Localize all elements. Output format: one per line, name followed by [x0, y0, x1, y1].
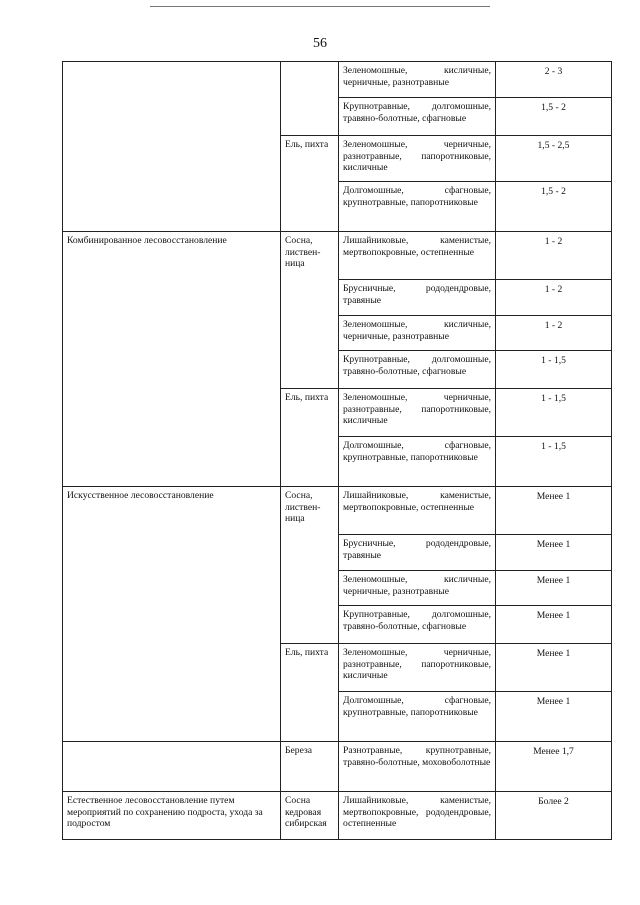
page-number: 56	[313, 36, 327, 51]
forest-restoration-table	[62, 61, 612, 840]
value-cell: 1 - 2	[496, 232, 612, 280]
table-row	[63, 487, 612, 535]
forest-type-cell: Крупнотравные, долгомошные, травяно-болотные, сфагновые	[339, 351, 496, 389]
value-cell: Менее 1,7	[496, 742, 612, 792]
forest-type-cell: Крупнотравные, долгомошные, травяно-болотные, сфагновые	[339, 98, 496, 136]
species-cell: Сосна, листвен-ница	[281, 487, 339, 644]
forest-type-cell: Зеленомошные, кисличные, черничные, разнотравные	[339, 316, 496, 351]
value-cell: 1 - 1,5	[496, 351, 612, 389]
forest-type-cell: Крупнотравные, долгомошные, травяно-болотные, сфагновые	[339, 606, 496, 644]
species-cell	[281, 62, 339, 136]
species-cell: Ель, пихта	[281, 136, 339, 232]
species-cell: Сосна кедровая сибирская	[281, 792, 339, 840]
table-row	[63, 232, 612, 280]
forest-type-cell: Зеленомошные, черничные, разнотравные, папоротниковые, кисличные	[339, 644, 496, 692]
top-rule	[150, 6, 490, 7]
value-cell: 1,5 - 2	[496, 182, 612, 232]
forest-type-cell: Лишайниковые, каменистые, мертвопокровные, рододендровые, остепненные	[339, 792, 496, 840]
value-cell: Менее 1	[496, 606, 612, 644]
value-cell: 1 - 1,5	[496, 389, 612, 437]
value-cell: 1,5 - 2,5	[496, 136, 612, 182]
method-cell	[63, 62, 281, 232]
method-cell: Искусственное лесовосстановление	[63, 487, 281, 742]
method-cell: Естественное лесовосстановление путем мероприятий по сохранению подроста, ухода за подростом	[63, 792, 281, 840]
value-cell: Менее 1	[496, 535, 612, 571]
forest-type-cell: Долгомошные, сфагновые, крупнотравные, папоротниковые	[339, 692, 496, 742]
forest-type-cell: Долгомошные, сфагновые, крупнотравные, папоротниковые	[339, 182, 496, 232]
table-row	[63, 792, 612, 840]
forest-type-cell: Зеленомошные, черничные, разнотравные, папоротниковые, кисличные	[339, 389, 496, 437]
species-cell: Сосна, листвен-ница	[281, 232, 339, 389]
forest-type-cell: Брусничные, рододендровые, травяные	[339, 535, 496, 571]
forest-type-cell: Лишайниковые, каменистые, мертвопокровные, остепненные	[339, 487, 496, 535]
value-cell: 1 - 2	[496, 316, 612, 351]
value-cell: Менее 1	[496, 571, 612, 606]
table-row	[63, 742, 612, 792]
forest-type-cell: Разнотравные, крупнотравные, травяно-болотные, моховоболотные	[339, 742, 496, 792]
method-cell: Комбинированное лесовосстановление	[63, 232, 281, 487]
forest-type-cell: Лишайниковые, каменистые, мертвопокровные, остепненные	[339, 232, 496, 280]
method-cell	[63, 742, 281, 792]
species-cell: Ель, пихта	[281, 644, 339, 742]
value-cell: 1,5 - 2	[496, 98, 612, 136]
table-row	[63, 62, 612, 98]
forest-type-cell: Брусничные, рододендровые, травяные	[339, 280, 496, 316]
value-cell: Более 2	[496, 792, 612, 840]
species-cell: Береза	[281, 742, 339, 792]
value-cell: Менее 1	[496, 692, 612, 742]
value-cell: 1 - 2	[496, 280, 612, 316]
value-cell: 1 - 1,5	[496, 437, 612, 487]
forest-type-cell: Зеленомошные, кисличные, черничные, разнотравные	[339, 62, 496, 98]
forest-type-cell: Зеленомошные, кисличные, черничные, разнотравные	[339, 571, 496, 606]
forest-type-cell: Долгомошные, сфагновые, крупнотравные, папоротниковые	[339, 437, 496, 487]
value-cell: 2 - 3	[496, 62, 612, 98]
value-cell: Менее 1	[496, 644, 612, 692]
value-cell: Менее 1	[496, 487, 612, 535]
species-cell: Ель, пихта	[281, 389, 339, 487]
forest-type-cell: Зеленомошные, черничные, разнотравные, папоротниковые, кисличные	[339, 136, 496, 182]
